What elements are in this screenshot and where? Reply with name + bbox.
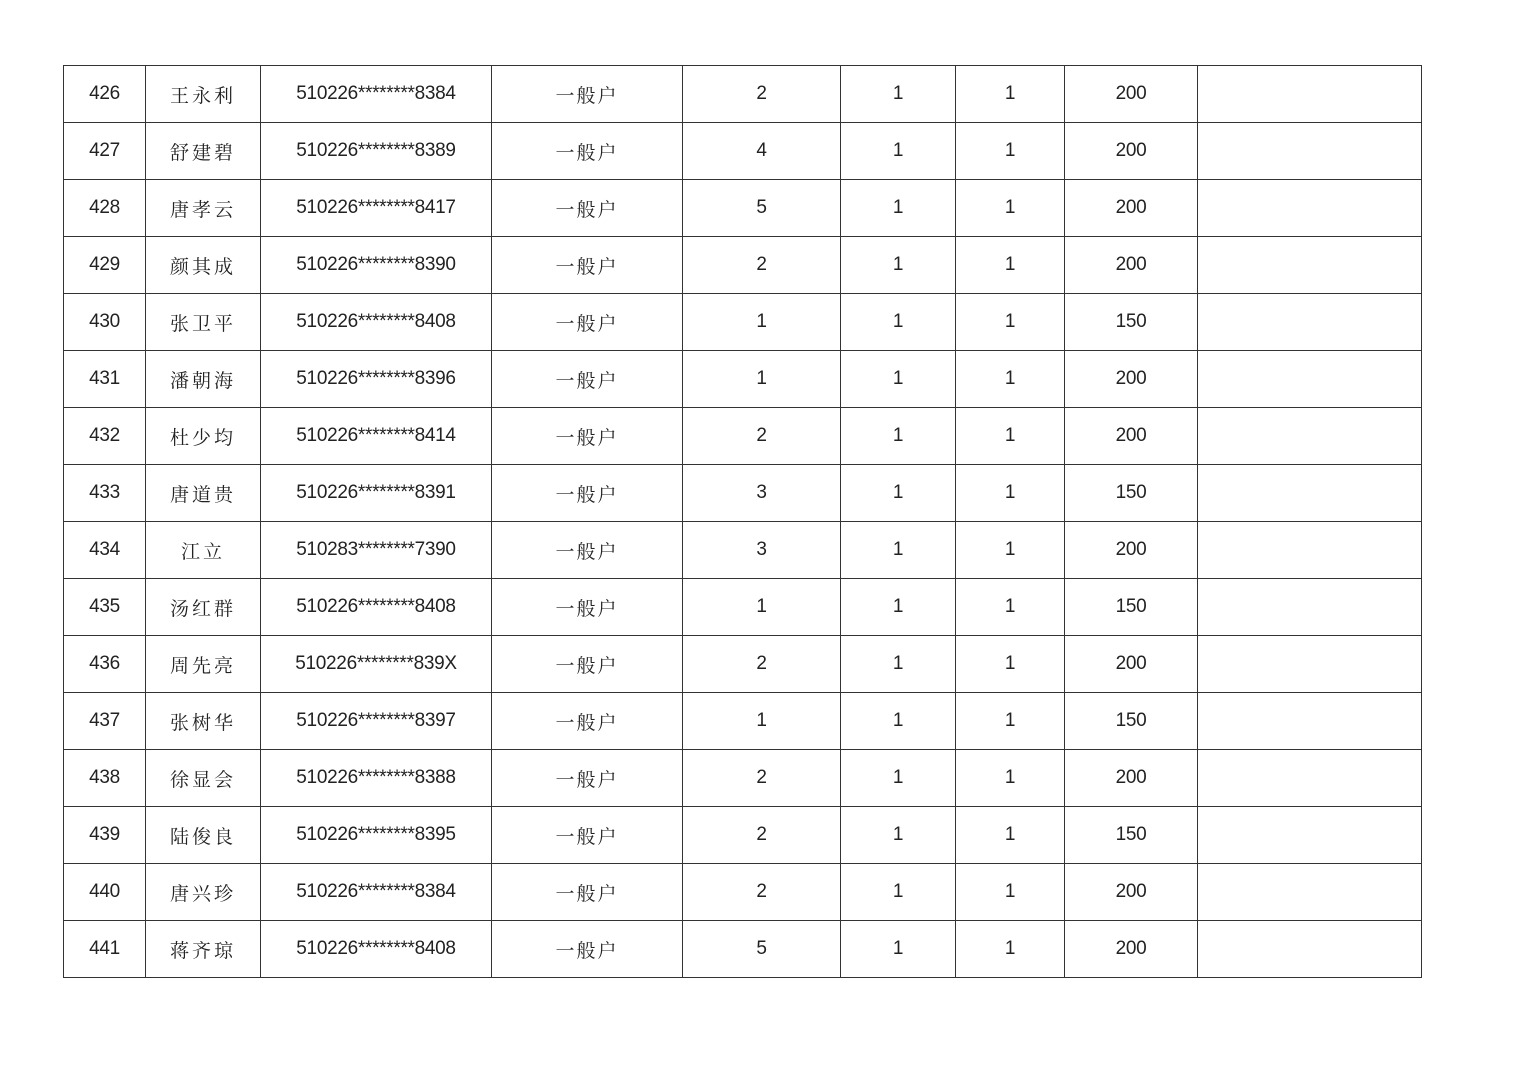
cell-amount: 150 <box>1065 693 1198 750</box>
cell-name: 蒋齐琼 <box>146 921 261 978</box>
cell-household-type: 一般户 <box>492 750 683 807</box>
cell-household-size: 1 <box>683 294 841 351</box>
cell-id-number: 510283********7390 <box>261 522 492 579</box>
cell-household-size: 2 <box>683 807 841 864</box>
cell-amount: 200 <box>1065 522 1198 579</box>
cell-count-b: 1 <box>956 408 1065 465</box>
cell-id-number: 510226********8408 <box>261 921 492 978</box>
cell-number: 432 <box>64 408 146 465</box>
cell-household-type: 一般户 <box>492 66 683 123</box>
cell-household-type: 一般户 <box>492 123 683 180</box>
household-table <box>63 65 1422 978</box>
cell-count-b: 1 <box>956 921 1065 978</box>
cell-amount: 200 <box>1065 351 1198 408</box>
cell-amount: 150 <box>1065 807 1198 864</box>
cell-household-type: 一般户 <box>492 408 683 465</box>
cell-count-a: 1 <box>841 522 956 579</box>
table-row <box>64 66 1422 123</box>
cell-id-number: 510226********8391 <box>261 465 492 522</box>
cell-note <box>1198 807 1422 864</box>
cell-amount: 200 <box>1065 237 1198 294</box>
table-row <box>64 807 1422 864</box>
cell-name: 江立 <box>146 522 261 579</box>
table-row <box>64 123 1422 180</box>
cell-name: 周先亮 <box>146 636 261 693</box>
cell-note <box>1198 636 1422 693</box>
cell-count-b: 1 <box>956 66 1065 123</box>
table-row <box>64 294 1422 351</box>
cell-name: 颜其成 <box>146 237 261 294</box>
table-body <box>64 66 1422 978</box>
cell-id-number: 510226********8414 <box>261 408 492 465</box>
cell-count-a: 1 <box>841 237 956 294</box>
cell-household-size: 2 <box>683 864 841 921</box>
cell-household-type: 一般户 <box>492 807 683 864</box>
cell-number: 437 <box>64 693 146 750</box>
cell-count-b: 1 <box>956 294 1065 351</box>
cell-id-number: 510226********8388 <box>261 750 492 807</box>
cell-number: 427 <box>64 123 146 180</box>
cell-amount: 200 <box>1065 180 1198 237</box>
cell-count-a: 1 <box>841 579 956 636</box>
cell-household-type: 一般户 <box>492 864 683 921</box>
cell-count-a: 1 <box>841 351 956 408</box>
cell-name: 汤红群 <box>146 579 261 636</box>
cell-household-size: 5 <box>683 921 841 978</box>
cell-count-a: 1 <box>841 123 956 180</box>
cell-count-a: 1 <box>841 180 956 237</box>
cell-name: 潘朝海 <box>146 351 261 408</box>
cell-name: 杜少均 <box>146 408 261 465</box>
cell-count-b: 1 <box>956 351 1065 408</box>
cell-count-a: 1 <box>841 921 956 978</box>
cell-id-number: 510226********839X <box>261 636 492 693</box>
cell-name: 唐道贵 <box>146 465 261 522</box>
cell-household-size: 3 <box>683 522 841 579</box>
cell-count-b: 1 <box>956 522 1065 579</box>
cell-number: 435 <box>64 579 146 636</box>
cell-count-b: 1 <box>956 807 1065 864</box>
cell-amount: 150 <box>1065 579 1198 636</box>
cell-number: 429 <box>64 237 146 294</box>
cell-household-type: 一般户 <box>492 921 683 978</box>
cell-name: 王永利 <box>146 66 261 123</box>
cell-note <box>1198 693 1422 750</box>
cell-id-number: 510226********8417 <box>261 180 492 237</box>
cell-count-a: 1 <box>841 636 956 693</box>
cell-household-size: 1 <box>683 579 841 636</box>
cell-note <box>1198 579 1422 636</box>
cell-number: 434 <box>64 522 146 579</box>
cell-number: 430 <box>64 294 146 351</box>
cell-note <box>1198 180 1422 237</box>
cell-id-number: 510226********8396 <box>261 351 492 408</box>
cell-count-b: 1 <box>956 636 1065 693</box>
cell-name: 张卫平 <box>146 294 261 351</box>
cell-household-size: 1 <box>683 693 841 750</box>
table-row <box>64 237 1422 294</box>
cell-name: 舒建碧 <box>146 123 261 180</box>
cell-note <box>1198 522 1422 579</box>
cell-id-number: 510226********8395 <box>261 807 492 864</box>
cell-count-a: 1 <box>841 693 956 750</box>
cell-id-number: 510226********8384 <box>261 66 492 123</box>
cell-note <box>1198 921 1422 978</box>
cell-number: 426 <box>64 66 146 123</box>
cell-amount: 200 <box>1065 66 1198 123</box>
cell-id-number: 510226********8384 <box>261 864 492 921</box>
cell-note <box>1198 294 1422 351</box>
cell-amount: 200 <box>1065 750 1198 807</box>
table-row <box>64 864 1422 921</box>
cell-amount: 200 <box>1065 408 1198 465</box>
cell-amount: 150 <box>1065 294 1198 351</box>
table-row <box>64 351 1422 408</box>
cell-household-size: 3 <box>683 465 841 522</box>
cell-household-type: 一般户 <box>492 351 683 408</box>
cell-household-size: 2 <box>683 750 841 807</box>
cell-count-b: 1 <box>956 693 1065 750</box>
cell-count-b: 1 <box>956 465 1065 522</box>
cell-count-a: 1 <box>841 66 956 123</box>
cell-count-a: 1 <box>841 294 956 351</box>
cell-household-type: 一般户 <box>492 465 683 522</box>
cell-name: 唐兴珍 <box>146 864 261 921</box>
cell-amount: 200 <box>1065 864 1198 921</box>
cell-id-number: 510226********8408 <box>261 294 492 351</box>
cell-name: 张树华 <box>146 693 261 750</box>
cell-note <box>1198 408 1422 465</box>
cell-number: 436 <box>64 636 146 693</box>
cell-count-b: 1 <box>956 123 1065 180</box>
cell-count-b: 1 <box>956 237 1065 294</box>
cell-household-size: 2 <box>683 408 841 465</box>
cell-household-size: 1 <box>683 351 841 408</box>
cell-note <box>1198 123 1422 180</box>
cell-name: 陆俊良 <box>146 807 261 864</box>
cell-note <box>1198 465 1422 522</box>
cell-count-a: 1 <box>841 864 956 921</box>
cell-number: 439 <box>64 807 146 864</box>
cell-count-b: 1 <box>956 579 1065 636</box>
cell-count-b: 1 <box>956 750 1065 807</box>
cell-count-a: 1 <box>841 408 956 465</box>
table-row <box>64 180 1422 237</box>
table-row <box>64 522 1422 579</box>
cell-name: 徐显会 <box>146 750 261 807</box>
cell-amount: 200 <box>1065 921 1198 978</box>
cell-household-type: 一般户 <box>492 579 683 636</box>
cell-household-size: 2 <box>683 237 841 294</box>
cell-amount: 200 <box>1065 123 1198 180</box>
cell-id-number: 510226********8389 <box>261 123 492 180</box>
cell-note <box>1198 750 1422 807</box>
cell-household-size: 2 <box>683 636 841 693</box>
cell-count-b: 1 <box>956 180 1065 237</box>
cell-household-type: 一般户 <box>492 294 683 351</box>
table-row <box>64 408 1422 465</box>
cell-household-type: 一般户 <box>492 636 683 693</box>
cell-amount: 200 <box>1065 636 1198 693</box>
cell-id-number: 510226********8390 <box>261 237 492 294</box>
cell-id-number: 510226********8408 <box>261 579 492 636</box>
table-row <box>64 579 1422 636</box>
cell-household-size: 4 <box>683 123 841 180</box>
cell-note <box>1198 237 1422 294</box>
table-row <box>64 921 1422 978</box>
cell-household-size: 5 <box>683 180 841 237</box>
cell-number: 441 <box>64 921 146 978</box>
cell-household-type: 一般户 <box>492 693 683 750</box>
table-row <box>64 636 1422 693</box>
table-row <box>64 693 1422 750</box>
cell-number: 440 <box>64 864 146 921</box>
cell-count-a: 1 <box>841 807 956 864</box>
table-row <box>64 750 1422 807</box>
cell-id-number: 510226********8397 <box>261 693 492 750</box>
cell-number: 438 <box>64 750 146 807</box>
cell-count-a: 1 <box>841 750 956 807</box>
cell-note <box>1198 351 1422 408</box>
cell-note <box>1198 864 1422 921</box>
cell-note <box>1198 66 1422 123</box>
cell-count-a: 1 <box>841 465 956 522</box>
table-row <box>64 465 1422 522</box>
cell-amount: 150 <box>1065 465 1198 522</box>
cell-household-type: 一般户 <box>492 237 683 294</box>
cell-number: 431 <box>64 351 146 408</box>
cell-count-b: 1 <box>956 864 1065 921</box>
cell-household-size: 2 <box>683 66 841 123</box>
cell-number: 433 <box>64 465 146 522</box>
cell-name: 唐孝云 <box>146 180 261 237</box>
cell-household-type: 一般户 <box>492 180 683 237</box>
cell-household-type: 一般户 <box>492 522 683 579</box>
cell-number: 428 <box>64 180 146 237</box>
